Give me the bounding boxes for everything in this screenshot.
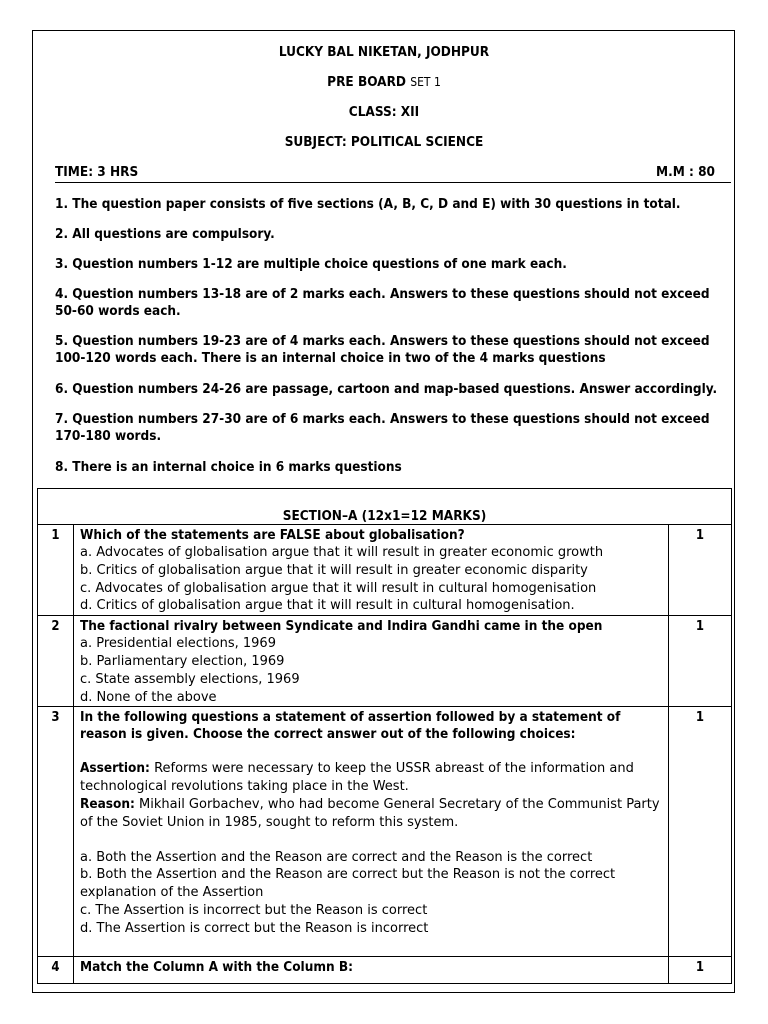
school-name: LUCKY BAL NIKETAN, JODHPUR (278, 44, 490, 60)
instruction-2: 2. All questions are compulsory. (55, 226, 275, 242)
assertion-text: Reforms were necessary to keep the USSR abreast of the information and technological revolutions taking place in the West. (80, 761, 634, 795)
question-row (38, 957, 732, 984)
time-marks-row (55, 164, 731, 180)
question-row (38, 707, 732, 957)
option: c. Advocates of globalisation argue that it will result in cultural homogenisation (80, 580, 597, 596)
question-body (74, 707, 669, 957)
question-text: Match the Column A with the Column B: (80, 959, 353, 976)
option: b. Critics of globalisation argue that it will result in greater economic disparity (80, 562, 588, 578)
option: a. Presidential elections, 1969 (80, 636, 276, 652)
instruction-5: 5. Question numbers 19-23 are of 4 marks each. Answers to these questions should not exceed 100-120 words each. There is an internal choice in two of the 4 marks questions (55, 333, 710, 366)
header-divider (55, 182, 731, 183)
question-text: The factional rivalry between Syndicate and Indira Gandhi came in the open (80, 618, 603, 635)
question-marks: 1 (669, 707, 732, 957)
subject-label: SUBJECT: POLITICAL SCIENCE (284, 134, 484, 150)
question-table (37, 488, 732, 984)
question-body (74, 616, 669, 707)
time-label: TIME: 3 HRS (55, 164, 139, 180)
reason-label: Reason: (80, 795, 135, 812)
option: d. The Assertion is correct but the Reason is incorrect (80, 920, 429, 936)
question-number: 2 (38, 616, 74, 707)
question-row (38, 525, 732, 616)
option: c. State assembly elections, 1969 (80, 671, 300, 687)
question-marks: 1 (669, 525, 732, 616)
option: a. Both the Assertion and the Reason are correct and the Reason is the correct (80, 849, 593, 865)
class-label: CLASS: XII (348, 104, 420, 120)
instruction-3: 3. Question numbers 1-12 are multiple choice questions of one mark each. (55, 256, 567, 272)
option: a. Advocates of globalisation argue that it will result in greater economic growth (80, 545, 604, 560)
question-body (74, 957, 669, 984)
reason (80, 796, 662, 832)
max-marks-label: M.M : 80 (655, 164, 715, 180)
instruction-6: 6. Question numbers 24-26 are passage, cartoon and map-based questions. Answer accordingly. (55, 381, 718, 397)
question-number: 3 (38, 707, 74, 957)
option: b. Both the Assertion and the Reason are correct but the Reason is not the correct explanation of the Assertion (80, 867, 616, 901)
question-marks: 1 (669, 957, 732, 984)
instruction-7: 7. Question numbers 27-30 are of 6 marks each. Answers to these questions should not exceed 170-180 words. (55, 411, 710, 444)
assertion-label: Assertion: (80, 760, 150, 777)
reason-text: Mikhail Gorbachev, who had become General Secretary of the Communist Party of the Soviet Union in 1985, sought to reform this system. (80, 796, 660, 830)
question-marks: 1 (669, 616, 732, 707)
question-number: 1 (38, 525, 74, 616)
instruction-4: 4. Question numbers 13-18 are of 2 marks each. Answers to these questions should not exceed 50-60 words each. (55, 286, 710, 319)
question-row (38, 616, 732, 707)
option: d. Critics of globalisation argue that it will result in cultural homogenisation. (80, 598, 575, 614)
question-text: Which of the statements are FALSE about globalisation? (80, 527, 465, 543)
instruction-8: 8. There is an internal choice in 6 marks questions (55, 459, 402, 475)
instruction-1: 1. The question paper consists of five sections (A, B, C, D and E) with 30 questions in total. (55, 196, 681, 212)
assertion (80, 760, 662, 796)
section-header-row (38, 489, 732, 525)
question-text: In the following questions a statement of assertion followed by a statement of reason is given. Choose the correct answer out of the following choices: (80, 709, 621, 743)
option: c. The Assertion is incorrect but the Reason is correct (80, 902, 428, 918)
question-number: 4 (38, 957, 74, 984)
section-title: SECTION–A (12x1=12 MARKS) (38, 489, 732, 525)
exam-title (0, 74, 768, 90)
exam-set: SET 1 (410, 75, 441, 89)
question-body (74, 525, 669, 616)
option: b. Parliamentary election, 1969 (80, 653, 285, 669)
option: d. None of the above (80, 689, 217, 705)
exam-name: PRE BOARD (327, 74, 407, 90)
